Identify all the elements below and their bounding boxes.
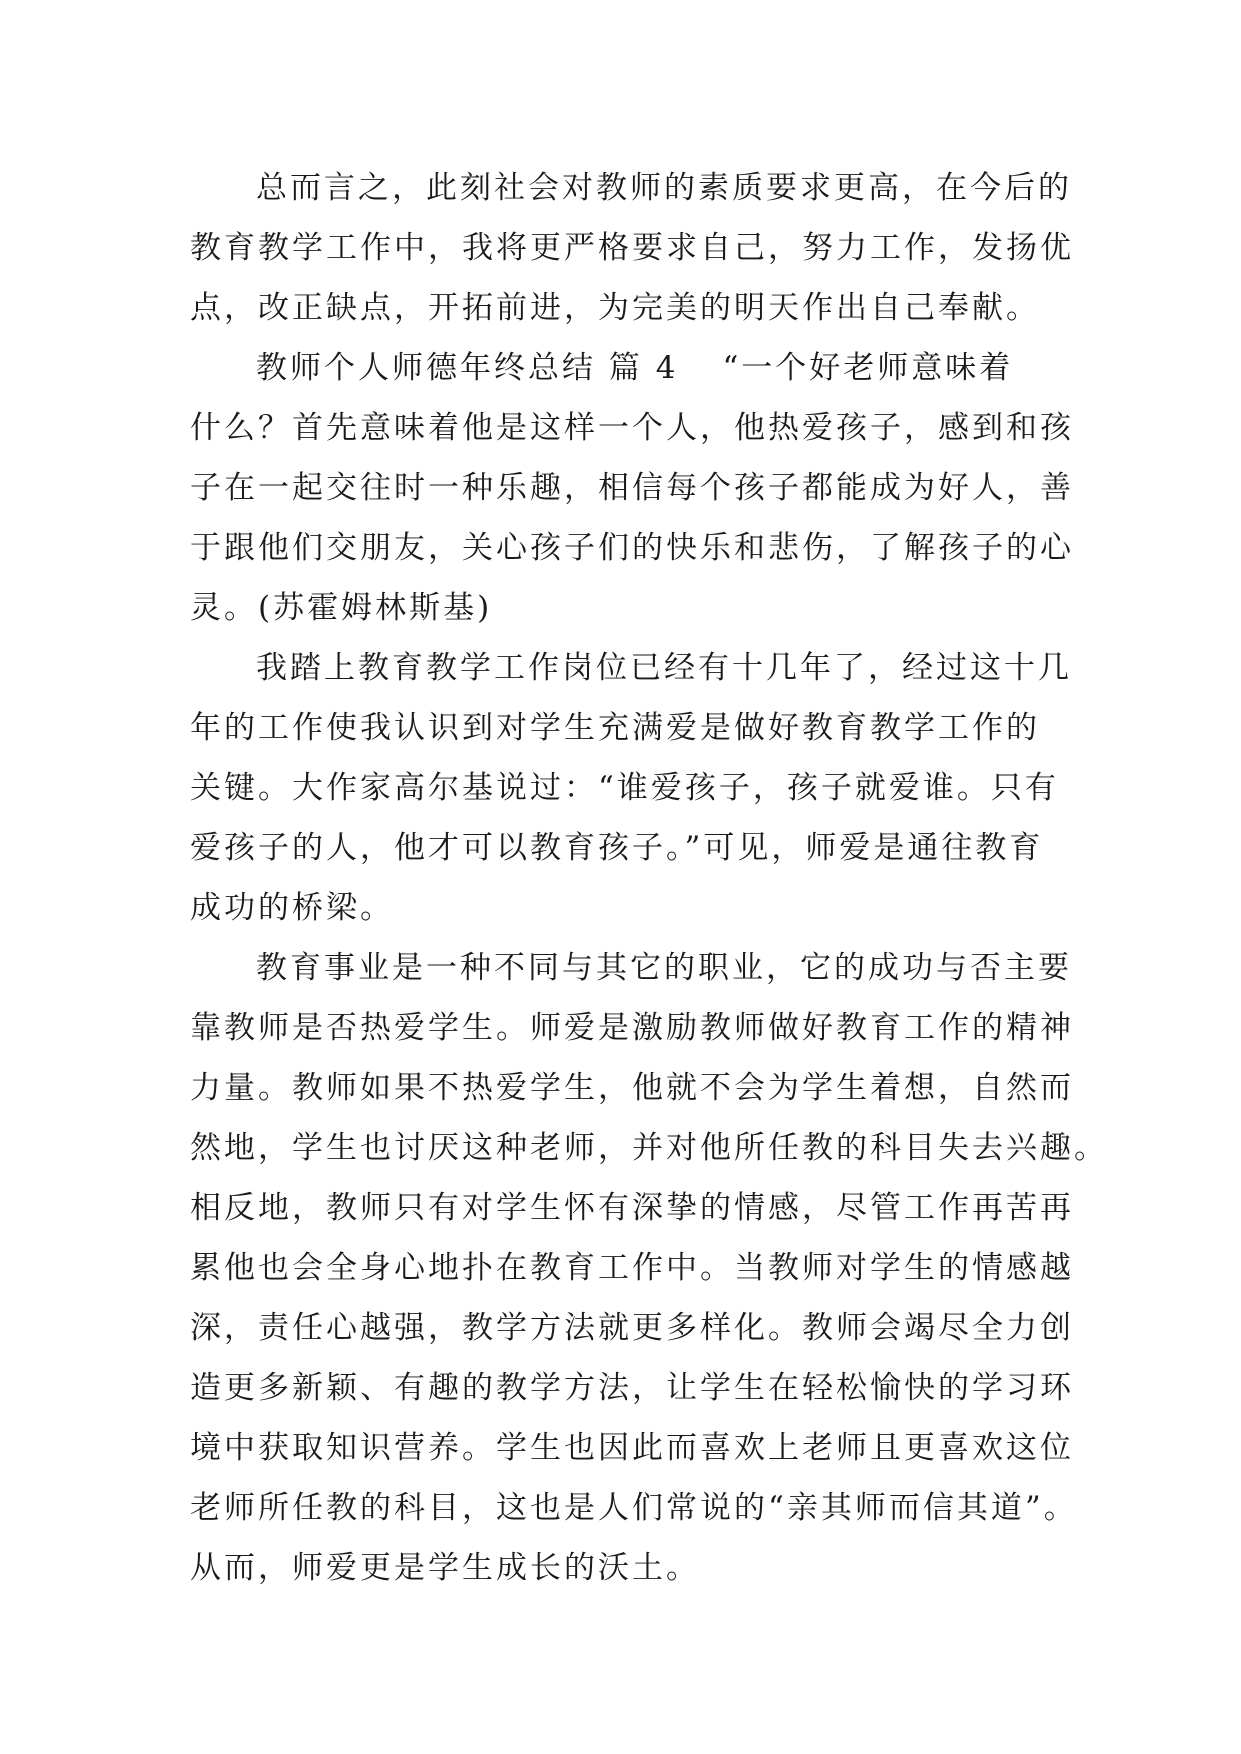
paragraph-line: 造更多新颖、有趣的教学方法，让学生在轻松愉快的学习环 <box>190 1370 1074 1406</box>
paragraph-line: 成功的桥梁。 <box>190 890 394 926</box>
paragraph-line: 教育事业是一种不同与其它的职业，它的成功与否主要 <box>256 950 1072 986</box>
paragraph-line: 从而，师爱更是学生成长的沃土。 <box>190 1550 700 1586</box>
section-heading: 教师个人师德年终总结 篇 4 <box>256 350 679 386</box>
paragraph-line: 老师所任教的科目，这也是人们常说的“亲其师而信其道”。 <box>190 1490 1078 1526</box>
paragraph-line: 深，责任心越强，教学方法就更多样化。教师会竭尽全力创 <box>190 1310 1074 1346</box>
paragraph-line: 爱孩子的人，他才可以教育孩子。”可见，师爱是通往教育 <box>190 830 1044 866</box>
paragraph-line: 于跟他们交朋友，关心孩子们的快乐和悲伤，了解孩子的心 <box>190 530 1074 566</box>
paragraph-line: 子在一起交往时一种乐趣，相信每个孩子都能成为好人，善 <box>190 470 1074 506</box>
section-heading-line <box>190 338 1070 398</box>
paragraph-line: 灵。(苏霍姆林斯基) <box>190 590 493 626</box>
paragraph-line: 点，改正缺点，开拓前进，为完美的明天作出自己奉献。 <box>190 290 1040 326</box>
quote-opening: “一个好老师意味着 <box>722 350 1014 386</box>
paragraph-line: 总而言之，此刻社会对教师的素质要求更高，在今后的 <box>256 170 1072 206</box>
paragraph-line: 我踏上教育教学工作岗位已经有十几年了，经过这十几 <box>256 650 1072 686</box>
paragraph-line: 教育教学工作中，我将更严格要求自己，努力工作，发扬优 <box>190 230 1074 266</box>
paragraph-line: 年的工作使我认识到对学生充满爱是做好教育教学工作的 <box>190 710 1040 746</box>
paragraph-line: 然地，学生也讨厌这种老师，并对他所任教的科目失去兴趣。 <box>190 1130 1108 1166</box>
paragraph-line: 关键。大作家高尔基说过：“谁爱孩子，孩子就爱谁。只有 <box>190 770 1059 806</box>
paragraph-line: 什么？首先意味着他是这样一个人，他热爱孩子，感到和孩 <box>190 410 1074 446</box>
document-body <box>190 158 1108 1598</box>
paragraph-line: 境中获取知识营养。学生也因此而喜欢上老师且更喜欢这位 <box>190 1430 1074 1466</box>
paragraph-line: 累他也会全身心地扑在教育工作中。当教师对学生的情感越 <box>190 1250 1074 1286</box>
paragraph-line: 力量。教师如果不热爱学生，他就不会为学生着想，自然而 <box>190 1070 1074 1106</box>
paragraph-line: 靠教师是否热爱学生。师爱是激励教师做好教育工作的精神 <box>190 1010 1074 1046</box>
paragraph-line: 相反地，教师只有对学生怀有深挚的情感，尽管工作再苦再 <box>190 1190 1074 1226</box>
